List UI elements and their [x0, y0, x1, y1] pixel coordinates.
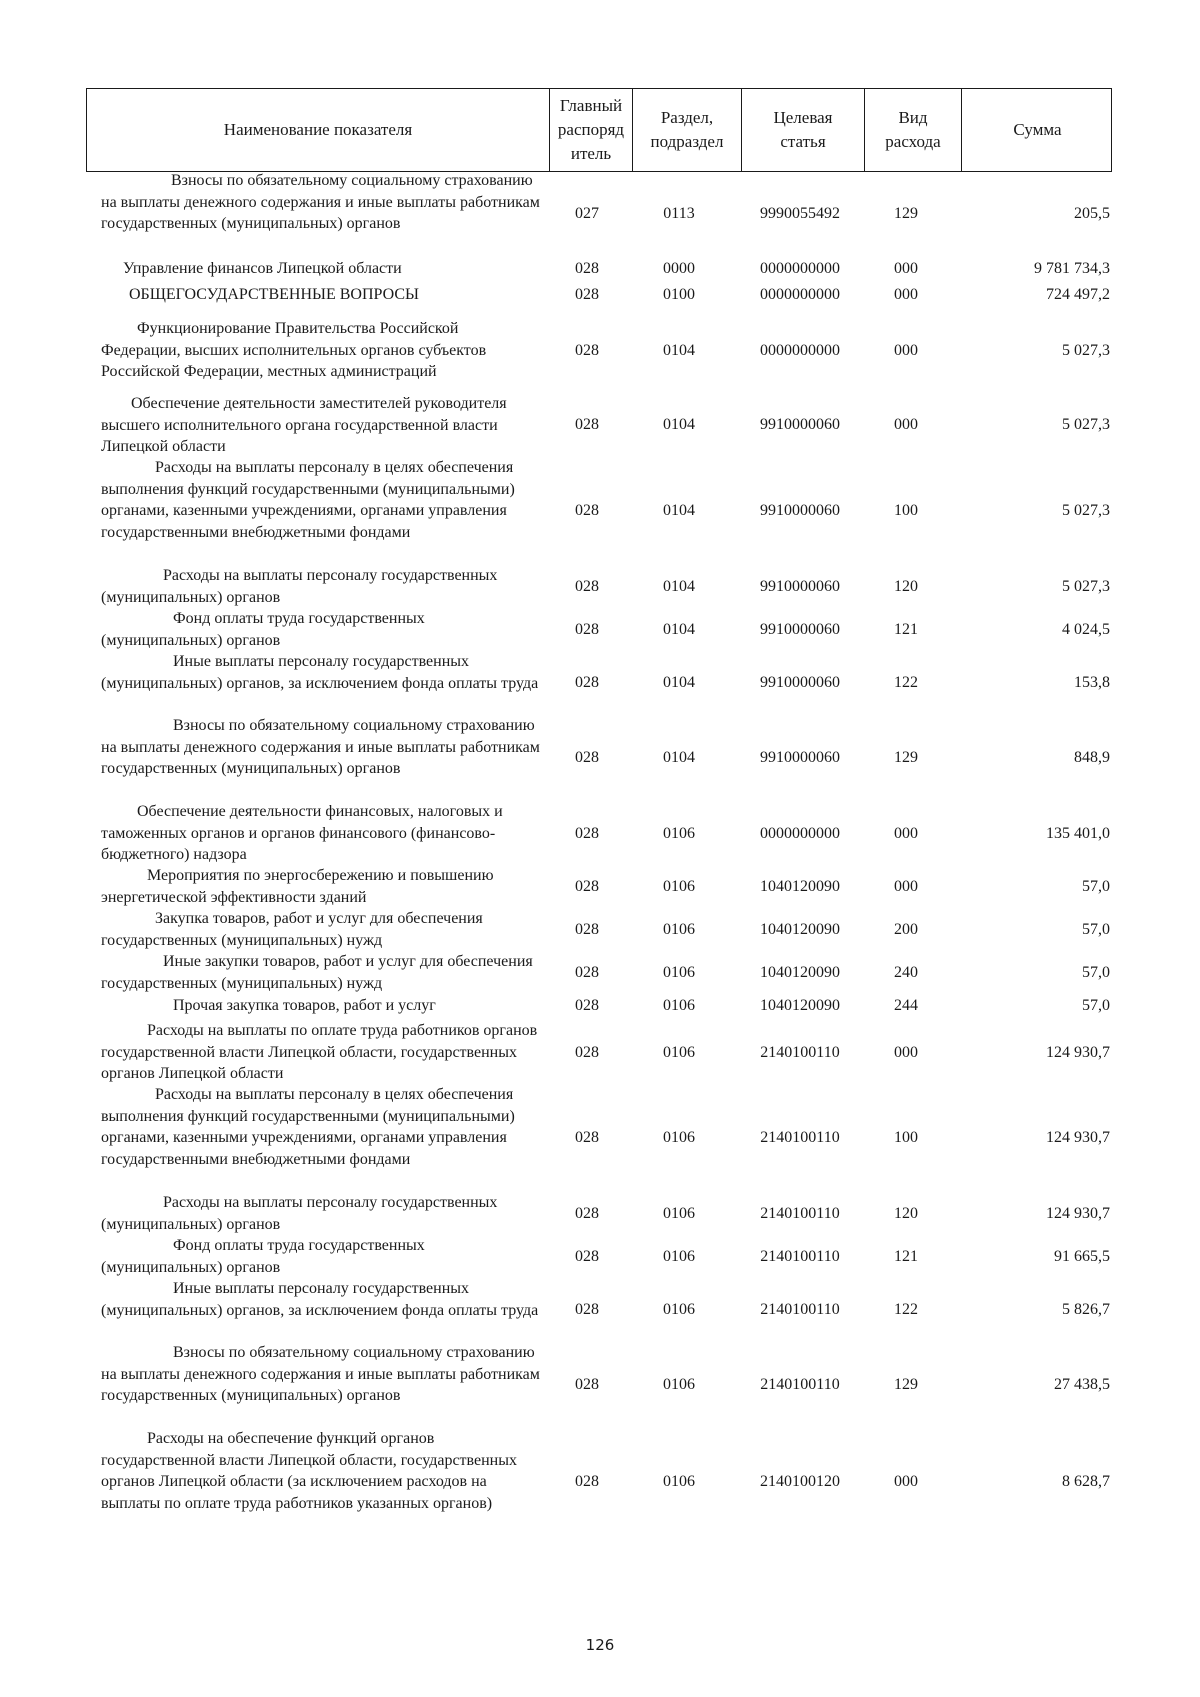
row-glavny: 028	[575, 878, 599, 895]
row-celevaya: 9910000060	[760, 621, 840, 638]
row-summa: 5 027,3	[1062, 342, 1110, 359]
row-razdel: 0104	[663, 749, 695, 766]
table-row	[0, 1020, 1200, 1084]
row-celevaya: 2140100110	[760, 1129, 840, 1146]
row-glavny: 028	[575, 342, 599, 359]
row-vid: 122	[894, 674, 918, 691]
row-razdel: 0106	[663, 997, 695, 1014]
row-razdel: 0106	[663, 964, 695, 981]
row-vid: 129	[894, 205, 918, 222]
row-vid: 000	[894, 878, 918, 895]
row-summa: 57,0	[1082, 878, 1110, 895]
row-summa: 124 930,7	[1046, 1205, 1110, 1222]
row-razdel: 0106	[663, 1376, 695, 1393]
row-glavny: 028	[575, 502, 599, 519]
row-vid: 120	[894, 578, 918, 595]
row-glavny: 028	[575, 578, 599, 595]
row-vid: 000	[894, 260, 918, 277]
table-row	[0, 865, 1200, 908]
row-razdel: 0106	[663, 878, 695, 895]
row-summa: 8 628,7	[1062, 1473, 1110, 1490]
row-name: ОБЩЕГОСУДАРСТВЕННЫЕ ВОПРОСЫ	[129, 286, 419, 303]
row-celevaya: 2140100110	[760, 1248, 840, 1265]
row-name: Взносы по обязательному социальному страхованию на выплаты денежного содержания и иные выплаты работникам государственных (муниципальных) органов	[101, 172, 540, 232]
row-summa: 135 401,0	[1046, 825, 1110, 842]
table-row	[0, 318, 1200, 384]
row-glavny: 028	[575, 621, 599, 638]
row-razdel: 0106	[663, 1473, 695, 1490]
row-summa: 57,0	[1082, 997, 1110, 1014]
row-name: Взносы по обязательному социальному страхованию на выплаты денежного содержания и иные выплаты работникам государственных (муниципальных) органов	[101, 717, 540, 777]
table-row	[0, 284, 1200, 308]
table-row	[0, 1278, 1200, 1342]
row-name: Фонд оплаты труда государственных (муниципальных) органов	[101, 1237, 425, 1276]
row-glavny: 028	[575, 1205, 599, 1222]
row-name: Обеспечение деятельности финансовых, налоговых и таможенных органов и органов финансового (финансово-бюджетного) надзора	[101, 803, 503, 863]
row-vid: 129	[894, 749, 918, 766]
row-vid: 121	[894, 1248, 918, 1265]
row-summa: 27 438,5	[1054, 1376, 1110, 1393]
table-row	[0, 1342, 1200, 1428]
row-vid: 100	[894, 1129, 918, 1146]
row-celevaya: 0000000000	[760, 260, 840, 277]
row-celevaya: 2140100110	[760, 1205, 840, 1222]
row-summa: 57,0	[1082, 921, 1110, 938]
row-celevaya: 9990055492	[760, 205, 840, 222]
table-row	[0, 995, 1200, 1019]
row-summa: 848,9	[1074, 749, 1110, 766]
row-summa: 5 826,7	[1062, 1301, 1110, 1318]
row-razdel: 0104	[663, 621, 695, 638]
row-vid: 122	[894, 1301, 918, 1318]
row-glavny: 028	[575, 1248, 599, 1265]
row-razdel: 0100	[663, 286, 695, 303]
header-vid: Вид расхода	[864, 89, 961, 171]
row-name: Расходы на выплаты персоналу в целях обеспечения выполнения функций государственными (муниципальными) органами, казенными учреждениями, органами управления государственными внебюджетными фондами	[101, 459, 515, 541]
row-celevaya: 9910000060	[760, 578, 840, 595]
row-name: Иные выплаты персоналу государственных (муниципальных) органов, за исключением фонда оплаты труда	[101, 1280, 539, 1319]
table-row	[0, 1192, 1200, 1235]
row-glavny: 028	[575, 1129, 599, 1146]
row-razdel: 0104	[663, 674, 695, 691]
row-celevaya: 1040120090	[760, 964, 840, 981]
row-celevaya: 1040120090	[760, 997, 840, 1014]
row-vid: 000	[894, 286, 918, 303]
table-row	[0, 457, 1200, 565]
row-name: Расходы на выплаты по оплате труда работников органов государственной власти Липецкой области, государственных органов Липецкой области	[101, 1022, 538, 1082]
row-razdel: 0106	[663, 1044, 695, 1061]
table-row	[0, 908, 1200, 951]
row-vid: 244	[894, 997, 918, 1014]
row-vid: 000	[894, 342, 918, 359]
row-name: Управление финансов Липецкой области	[123, 260, 402, 277]
row-name: Иные выплаты персоналу государственных (муниципальных) органов, за исключением фонда оплаты труда	[101, 653, 539, 692]
row-summa: 57,0	[1082, 964, 1110, 981]
table-row	[0, 258, 1200, 282]
row-glavny: 028	[575, 825, 599, 842]
row-celevaya: 2140100110	[760, 1376, 840, 1393]
header-name: Наименование показателя	[223, 120, 413, 139]
row-celevaya: 9910000060	[760, 749, 840, 766]
row-glavny: 028	[575, 286, 599, 303]
row-name: Расходы на выплаты персоналу государственных (муниципальных) органов	[101, 567, 498, 606]
row-glavny: 028	[575, 1473, 599, 1490]
table-row	[0, 1084, 1200, 1192]
row-summa: 4 024,5	[1062, 621, 1110, 638]
row-name: Иные закупки товаров, работ и услуг для обеспечения государственных (муниципальных) нужд	[101, 953, 533, 992]
row-celevaya: 1040120090	[760, 921, 840, 938]
row-summa: 5 027,3	[1062, 416, 1110, 433]
page-number: 126	[585, 1636, 615, 1654]
row-razdel: 0106	[663, 825, 695, 842]
row-name: Функционирование Правительства Российской Федерации, высших исполнительных органов субъектов Российской Федерации, местных администраций	[101, 320, 487, 380]
table-row	[0, 715, 1200, 801]
row-glavny: 027	[575, 205, 599, 222]
row-celevaya: 2140100120	[760, 1473, 840, 1490]
row-razdel: 0106	[663, 1301, 695, 1318]
row-celevaya: 9910000060	[760, 416, 840, 433]
header-summa: Сумма	[961, 89, 1113, 171]
row-razdel: 0000	[663, 260, 695, 277]
table-row	[0, 170, 1200, 256]
row-name: Расходы на выплаты персоналу государственных (муниципальных) органов	[101, 1194, 498, 1233]
row-name: Расходы на выплаты персоналу в целях обеспечения выполнения функций государственными (муниципальными) органами, казенными учреждениями, органами управления государственными внебюджетными фондами	[101, 1086, 515, 1168]
table-row	[0, 1235, 1200, 1278]
table-row	[0, 651, 1200, 715]
row-razdel: 0113	[663, 205, 695, 222]
row-name: Мероприятия по энергосбережению и повышению энергетической эффективности зданий	[101, 867, 494, 906]
table-row	[0, 608, 1200, 651]
table-row	[0, 1428, 1200, 1536]
row-vid: 000	[894, 1473, 918, 1490]
row-glavny: 028	[575, 674, 599, 691]
row-name: Прочая закупка товаров, работ и услуг	[173, 997, 436, 1014]
table-row	[0, 951, 1200, 994]
row-celevaya: 0000000000	[760, 825, 840, 842]
row-celevaya: 2140100110	[760, 1301, 840, 1318]
row-glavny: 028	[575, 749, 599, 766]
row-name: Обеспечение деятельности заместителей руководителя высшего исполнительного органа государственной власти Липецкой области	[101, 395, 507, 455]
row-glavny: 028	[575, 997, 599, 1014]
row-glavny: 028	[575, 1301, 599, 1318]
row-celevaya: 9910000060	[760, 674, 840, 691]
row-summa: 124 930,7	[1046, 1044, 1110, 1061]
row-glavny: 028	[575, 260, 599, 277]
row-summa: 124 930,7	[1046, 1129, 1110, 1146]
header-glavny: Главный распоряд итель	[549, 89, 632, 171]
row-vid: 200	[894, 921, 918, 938]
row-glavny: 028	[575, 416, 599, 433]
row-razdel: 0106	[663, 1248, 695, 1265]
row-celevaya: 2140100110	[760, 1044, 840, 1061]
row-summa: 153,8	[1074, 674, 1110, 691]
header-celevaya: Целевая статья	[741, 89, 864, 171]
row-vid: 120	[894, 1205, 918, 1222]
row-name: Закупка товаров, работ и услуг для обеспечения государственных (муниципальных) нужд	[101, 910, 483, 949]
row-name: Расходы на обеспечение функций органов государственной власти Липецкой области, государственных органов Липецкой области (за исключением расходов на выплаты по оплате труда работников указанных органов)	[101, 1430, 517, 1512]
row-glavny: 028	[575, 1376, 599, 1393]
row-summa: 724 497,2	[1046, 286, 1110, 303]
row-celevaya: 9910000060	[760, 502, 840, 519]
row-name: Взносы по обязательному социальному страхованию на выплаты денежного содержания и иные выплаты работникам государственных (муниципальных) органов	[101, 1344, 540, 1404]
table-row	[0, 801, 1200, 865]
row-celevaya: 0000000000	[760, 286, 840, 303]
row-glavny: 028	[575, 921, 599, 938]
row-summa: 205,5	[1074, 205, 1110, 222]
row-vid: 240	[894, 964, 918, 981]
row-vid: 000	[894, 825, 918, 842]
row-name: Фонд оплаты труда государственных (муниципальных) органов	[101, 610, 425, 649]
row-summa: 5 027,3	[1062, 578, 1110, 595]
row-razdel: 0104	[663, 416, 695, 433]
row-celevaya: 1040120090	[760, 878, 840, 895]
row-vid: 129	[894, 1376, 918, 1393]
row-razdel: 0106	[663, 1205, 695, 1222]
row-glavny: 028	[575, 964, 599, 981]
row-razdel: 0106	[663, 1129, 695, 1146]
row-razdel: 0106	[663, 921, 695, 938]
row-glavny: 028	[575, 1044, 599, 1061]
row-summa: 5 027,3	[1062, 502, 1110, 519]
row-celevaya: 0000000000	[760, 342, 840, 359]
row-vid: 100	[894, 502, 918, 519]
table-row	[0, 393, 1200, 457]
row-razdel: 0104	[663, 502, 695, 519]
row-vid: 000	[894, 1044, 918, 1061]
row-razdel: 0104	[663, 578, 695, 595]
row-vid: 121	[894, 621, 918, 638]
row-summa: 91 665,5	[1054, 1248, 1110, 1265]
table-row	[0, 565, 1200, 608]
header-razdel: Раздел, подраздел	[632, 89, 741, 171]
row-razdel: 0104	[663, 342, 695, 359]
row-summa: 9 781 734,3	[1034, 260, 1110, 277]
row-vid: 000	[894, 416, 918, 433]
